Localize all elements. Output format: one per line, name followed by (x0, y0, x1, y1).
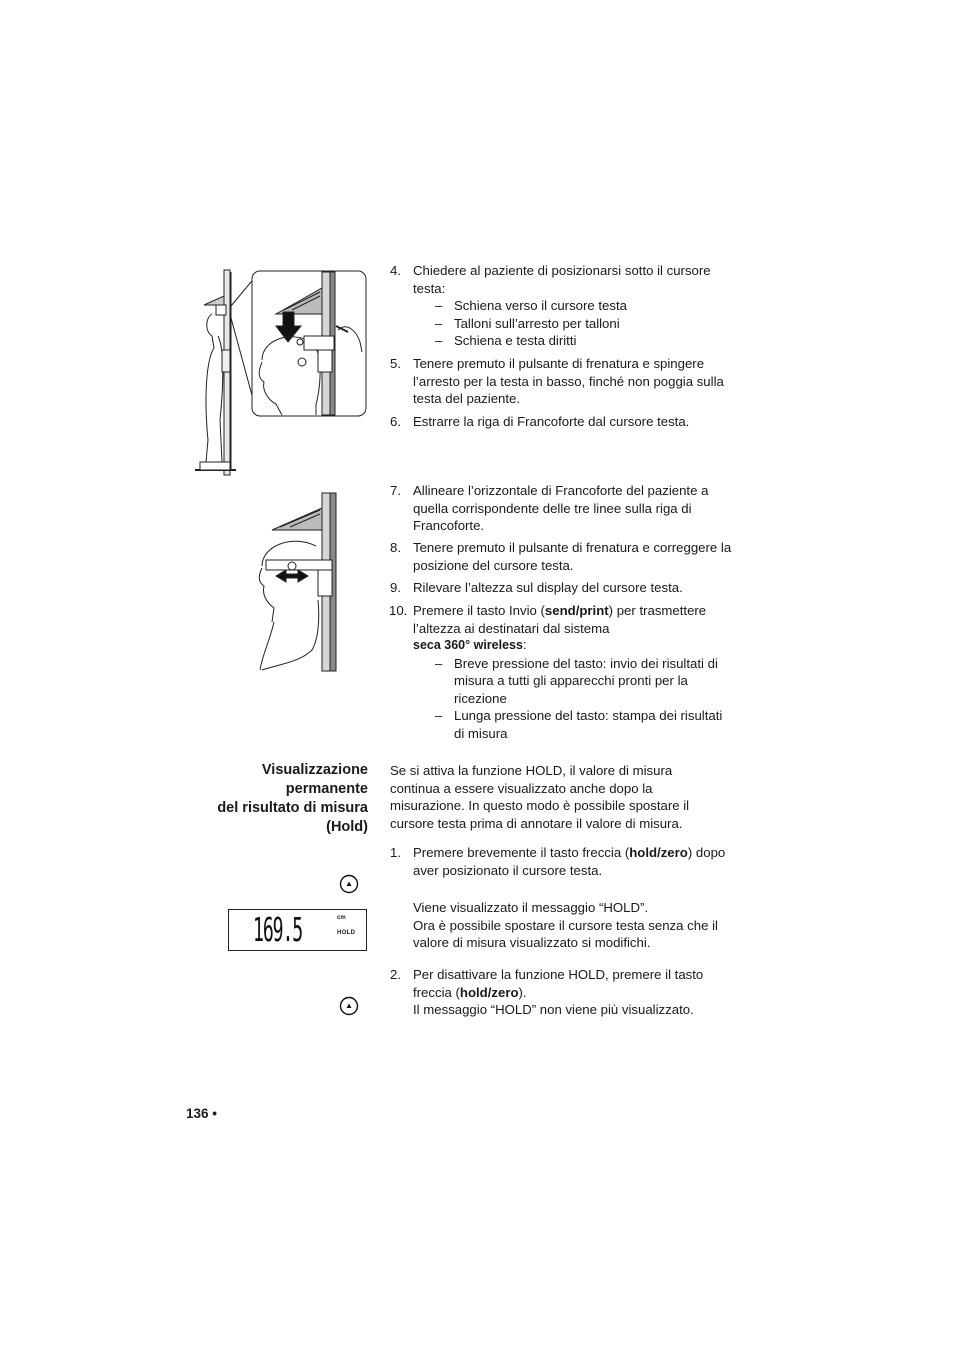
step-number: 10. (389, 603, 408, 618)
step-number: 2. (390, 967, 401, 982)
step-4 (390, 262, 735, 350)
step-note: Ora è possibile spostare il cursore testa senza che il valore di misura visualizzato si modifichi. (413, 917, 718, 950)
section-heading-hold: Visualizzazione permanente del risultato di misura (Hold) (217, 762, 368, 835)
list-item: – Talloni sull’arresto per talloni (435, 315, 620, 331)
step-number: 7. (390, 483, 401, 498)
hold-zero-key-label: hold/zero (459, 984, 519, 1000)
arrow-key-icon (339, 996, 359, 1016)
hold-zero-key-label: hold/zero (629, 845, 688, 860)
step-number: 4. (390, 263, 401, 278)
page-number: 136 • (186, 1106, 218, 1121)
step-text: Premere brevemente il tasto freccia (hold/zero) dopo aver posizionato il cursore testa. (413, 845, 726, 878)
step-text: Tenere premuto il pulsante di frenatura e spingere l’arresto per la testa in basso, finché non poggia sulla testa del paziente. (413, 356, 724, 406)
step-7 (390, 482, 735, 535)
step-8 (390, 539, 735, 574)
lcd-display (228, 909, 367, 951)
step-text: Per disattivare la funzione HOLD, premere il tasto freccia (hold/zero). (413, 967, 704, 1000)
list-item: – Breve pressione del tasto: invio dei risultati di misura a tutti gli apparecchi pronti per la ricezione (435, 655, 718, 706)
arrow-key-icon (339, 874, 359, 894)
step-note: Il messaggio “HOLD” non viene più visualizzato. (413, 1002, 694, 1017)
step-5 (390, 355, 735, 408)
step-text: Premere il tasto Invio (send/print) per trasmettere l’altezza ai destinatari dal sistema (413, 603, 707, 636)
hold-step-1 (390, 844, 735, 952)
lcd-unit: cm (337, 915, 346, 921)
step-number: 6. (390, 414, 401, 429)
list-item: – Schiena verso il cursore testa (435, 298, 627, 313)
step-note: Viene visualizzato il messaggio “HOLD”. (413, 900, 649, 915)
send-print-key-label: send/print (544, 603, 609, 618)
step-number: 9. (390, 580, 401, 595)
system-name: seca 360° wireless: (413, 638, 527, 652)
hold-intro: Se si attiva la funzione HOLD, il valore di misura continua a essere visualizzato anche dopo la misurazione. In questo modo è possibile spostare il cursore testa prima di annotare il valore di misura. (390, 763, 690, 831)
hold-step-2 (390, 966, 735, 1019)
list-item: – Schiena e testa diritti (435, 333, 577, 348)
step-number: 1. (390, 845, 401, 860)
step-number: 8. (390, 540, 401, 555)
step-9 (390, 579, 735, 597)
step-text: Rilevare l’altezza sul display del cursore testa. (413, 580, 683, 595)
step-text: Tenere premuto il pulsante di frenatura e correggere la posizione del cursore testa. (413, 540, 732, 573)
step-number: 5. (390, 356, 401, 371)
step-10 (390, 602, 735, 742)
step-6 (390, 413, 735, 431)
lcd-status-hold: HOLD (337, 930, 356, 936)
step-text: Estrarre la riga di Francoforte dal cursore testa. (413, 414, 690, 429)
lcd-value: 169.5 (253, 910, 303, 949)
list-item: – Lunga pressione del tasto: stampa dei risultati di misura (435, 708, 723, 741)
step-text: Allineare l’orizzontale di Francoforte del paziente a quella corrispondente delle tre linee sulla riga di Francoforte. (413, 483, 709, 533)
step-text: Chiedere al paziente di posizionarsi sotto il cursore testa: (413, 263, 711, 296)
